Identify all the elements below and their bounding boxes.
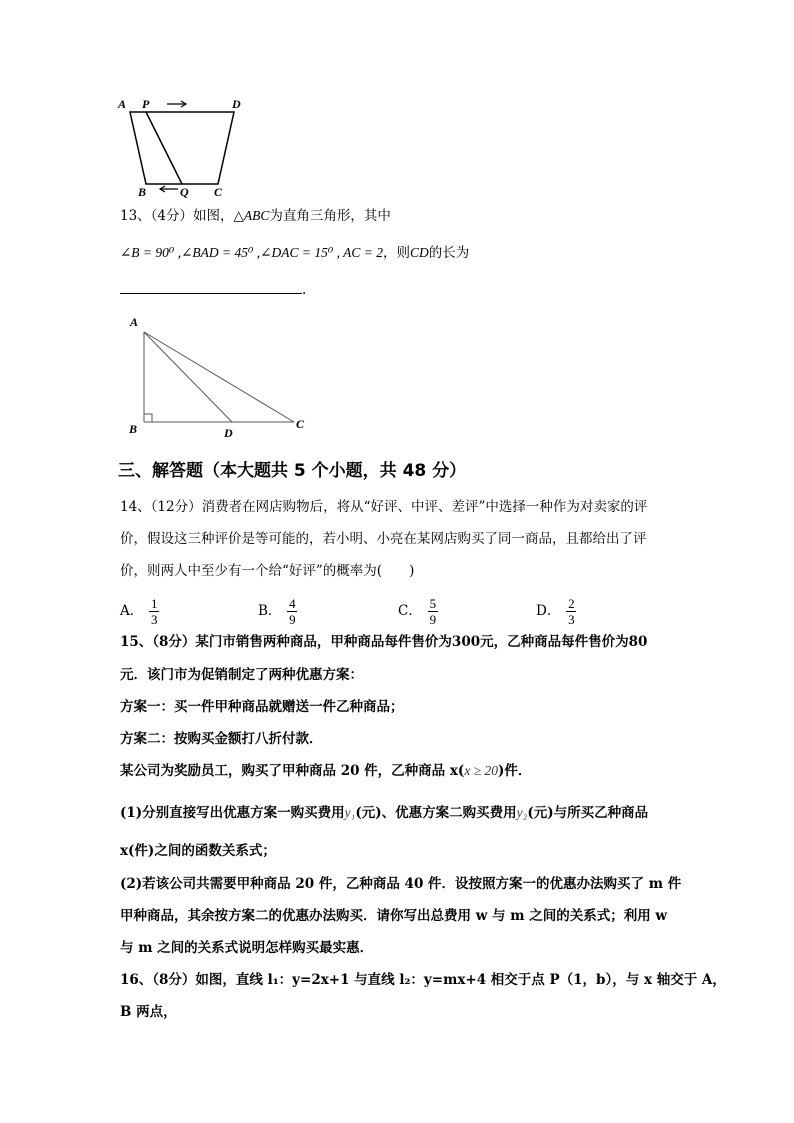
q13-period: . (302, 282, 307, 298)
q15-line5: 某公司为奖励员工，购买了甲种商品 20 件，乙种商品 x(x ≥ 20)件． (120, 763, 532, 779)
q14-line1: 14、（12分）消费者在网店购物后，将从“好评、中评、差评”中选择一种作为对卖家的评 (120, 499, 648, 515)
q15-part2-line3: 与 m 之间的关系式说明怎样购买最实惠． (120, 940, 374, 956)
q14-line3: 价，则两人中至少有一个给“好评”的概率为( ) (120, 563, 415, 579)
label-B: B (138, 185, 147, 199)
q16-line1: 16、（8分）如图，直线 l₁：y=2x+1 与直线 l₂：y=mx+4 相交于点 P（1，b），与 x 轴交于 A， (120, 972, 726, 988)
trapezoid-shape (130, 112, 234, 184)
segment-pq (146, 112, 182, 184)
label-D: D (224, 426, 233, 440)
option-d[interactable]: D． $\frac{2}{3}$ (536, 596, 575, 627)
q14-line2: 价，假设这三种评价是等可能的，若小明、小亮在某网店购买了同一商品，且都给出了评 (120, 531, 647, 547)
q15-line2: 元．该门市为促销制定了两种优惠方案： (120, 667, 363, 683)
triangle-figure (124, 312, 324, 442)
trapezoid-figure (112, 92, 262, 200)
q15-part1-cont: x(件)之间的函数关系式； (120, 843, 276, 859)
q13-line1: 13、（4分）如图，△ABC为直角三角形，其中 (120, 208, 391, 224)
q13-condition: ∠B = 90⁰ ,∠BAD = 45⁰ ,∠DAC = 15⁰ , AC = 2 (120, 245, 383, 260)
right-angle-mark (144, 414, 152, 422)
q13-triangle: △ABC (233, 208, 270, 223)
section-heading: 三、解答题（本大题共 5 个小题，共 48 分） (118, 461, 467, 481)
label-C: C (296, 417, 305, 431)
label-C: C (214, 185, 223, 199)
label-A: A (118, 97, 127, 111)
q13-line2: ∠B = 90⁰ ,∠BAD = 45⁰ ,∠DAC = 15⁰ , AC = 2，则CD的长为 (120, 245, 470, 261)
label-Q: Q (180, 185, 189, 199)
q16-line2: B 两点， (120, 1004, 177, 1020)
q15-plan2: 方案二：按购买金额打八折付款． (120, 731, 323, 747)
option-a[interactable]: A． $\frac{1}{3}$ (120, 596, 158, 627)
option-c[interactable]: C． $\frac{5}{9}$ (398, 596, 437, 627)
q15-part1: (1)分别直接写出优惠方案一购买费用y₁(元)、优惠方案二购买费用y₂(元)与所买乙种商品 (120, 805, 649, 821)
q15-plan1: 方案一：买一件甲种商品就赠送一件乙种商品； (120, 699, 404, 715)
q15-part2-line2: 甲种商品，其余按方案二的优惠办法购买．请你写出总费用 w 与 m 之间的关系式；利用 w (120, 908, 668, 924)
q15-part2-line1: (2)若该公司共需要甲种商品 20 件，乙种商品 40 件．设按照方案一的优惠办法购买了 m 件 (120, 876, 682, 892)
label-A: A (130, 315, 139, 329)
label-P: P (142, 97, 150, 111)
label-D: D (232, 97, 241, 111)
label-B: B (129, 422, 138, 436)
answer-blank (120, 293, 302, 294)
q15-line1: 15、（8分）某门市销售两种商品，甲种商品每件售价为300元，乙种商品每件售价为80 (120, 634, 648, 650)
option-b[interactable]: B． $\frac{4}{9}$ (258, 596, 296, 627)
